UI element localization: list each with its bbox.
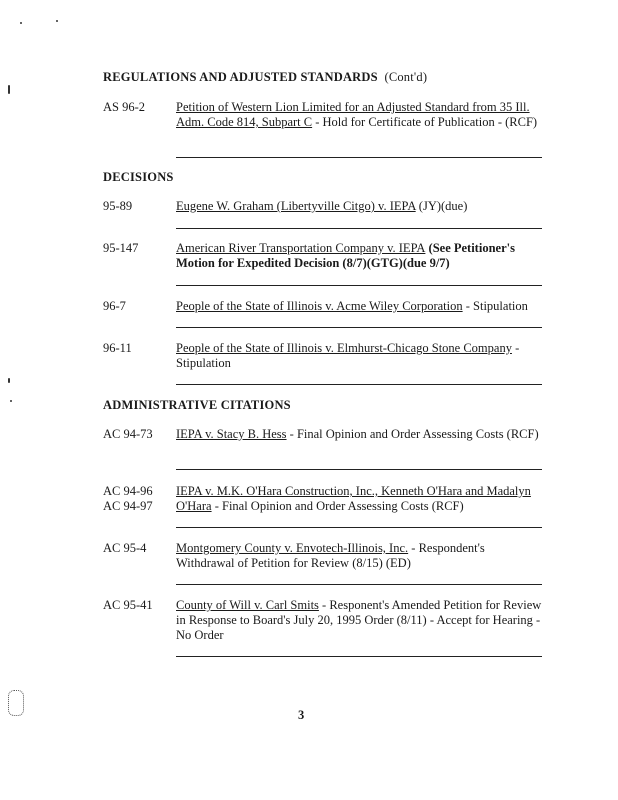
docket-number: AC 95-41	[103, 598, 153, 612]
case-note: - Stipulation	[176, 341, 520, 370]
signature-line	[176, 527, 542, 528]
case-title-link[interactable]: County of Will v. Carl Smits	[176, 598, 319, 612]
case-title-link[interactable]: IEPA v. Stacy B. Hess	[176, 427, 287, 441]
docket-entry	[176, 100, 544, 130]
docket-entry	[176, 598, 544, 643]
signature-line	[176, 157, 542, 158]
signature-line	[176, 285, 542, 286]
docket-entry	[176, 199, 544, 214]
case-title-link[interactable]: Montgomery County v. Envotech-Illinois, Inc.	[176, 541, 409, 555]
scan-speck	[8, 378, 10, 383]
regulations-heading: REGULATIONS AND ADJUSTED STANDARDS	[103, 70, 378, 84]
case-title-link[interactable]: Petition of Western Lion Limited for an Adjusted Standard from 35 Ill. Adm. Code 814, Subpart C	[176, 100, 530, 129]
signature-line	[176, 469, 542, 470]
scan-speck	[20, 22, 22, 24]
signature-line	[176, 584, 542, 585]
signature-line	[176, 327, 542, 328]
docket-entry	[176, 241, 544, 271]
regulations-heading-suffix: (Cont'd)	[384, 70, 428, 84]
docket-number: AS 96-2	[103, 100, 146, 114]
case-title-link[interactable]: Eugene W. Graham (Libertyville Citgo) v. IEPA	[176, 199, 416, 213]
signature-line	[176, 656, 542, 657]
page-number: 3	[298, 708, 305, 722]
case-title-link[interactable]: People of the State of Illinois v. Acme Wiley Corporation	[176, 299, 463, 313]
docket-number: AC 95-4	[103, 541, 147, 555]
docket-number: 95-147	[103, 241, 139, 255]
signature-line	[176, 228, 542, 229]
citations-heading: ADMINISTRATIVE CITATIONS	[103, 398, 291, 412]
case-note: - Stipulation	[462, 299, 528, 313]
docket-number: 96-11	[103, 341, 132, 355]
decisions-heading: DECISIONS	[103, 170, 174, 184]
case-note: - Respondent's Withdrawal of Petition for Review (8/15) (ED)	[176, 541, 485, 570]
section-heading-citations	[103, 398, 291, 413]
docket-entry	[176, 541, 544, 571]
section-heading-decisions	[103, 170, 174, 185]
scan-speck	[8, 85, 10, 94]
docket-number: 95-89	[103, 199, 133, 213]
docket-number: AC 94-96	[103, 484, 153, 498]
docket-number-secondary: AC 94-97	[103, 499, 153, 513]
case-title-link[interactable]: American River Transportation Company v. IEPA	[176, 241, 426, 255]
case-title-link[interactable]: IEPA v. M.K. O'Hara Construction, Inc., Kenneth O'Hara and Madalyn O'Hara	[176, 484, 531, 513]
case-note: - Responent's Amended Petition for Review in Response to Board's July 20, 1995 Order (8/11) - Accept for Hearing - No Order	[176, 598, 542, 642]
case-title-link[interactable]: People of the State of Illinois v. Elmhurst-Chicago Stone Company	[176, 341, 512, 355]
case-note: (JY)(due)	[415, 199, 468, 213]
case-note: - Final Opinion and Order Assessing Costs (RCF)	[286, 427, 539, 441]
case-note: (See Petitioner's Motion for Expedited Decision (8/7)(GTG)(due 9/7)	[176, 241, 515, 270]
docket-entry	[176, 299, 544, 314]
scan-speck	[8, 690, 24, 716]
scan-speck	[10, 400, 12, 402]
docket-number: AC 94-73	[103, 427, 153, 441]
docket-entry	[176, 427, 544, 442]
docket-entry	[176, 341, 544, 371]
case-note: - Hold for Certificate of Publication - (RCF)	[312, 115, 538, 129]
case-note: - Final Opinion and Order Assessing Costs (RCF)	[211, 499, 464, 513]
scan-speck	[56, 20, 58, 22]
docket-entry	[176, 484, 544, 514]
signature-line	[176, 384, 542, 385]
docket-number: 96-7	[103, 299, 126, 313]
section-heading-regulations	[103, 70, 427, 85]
